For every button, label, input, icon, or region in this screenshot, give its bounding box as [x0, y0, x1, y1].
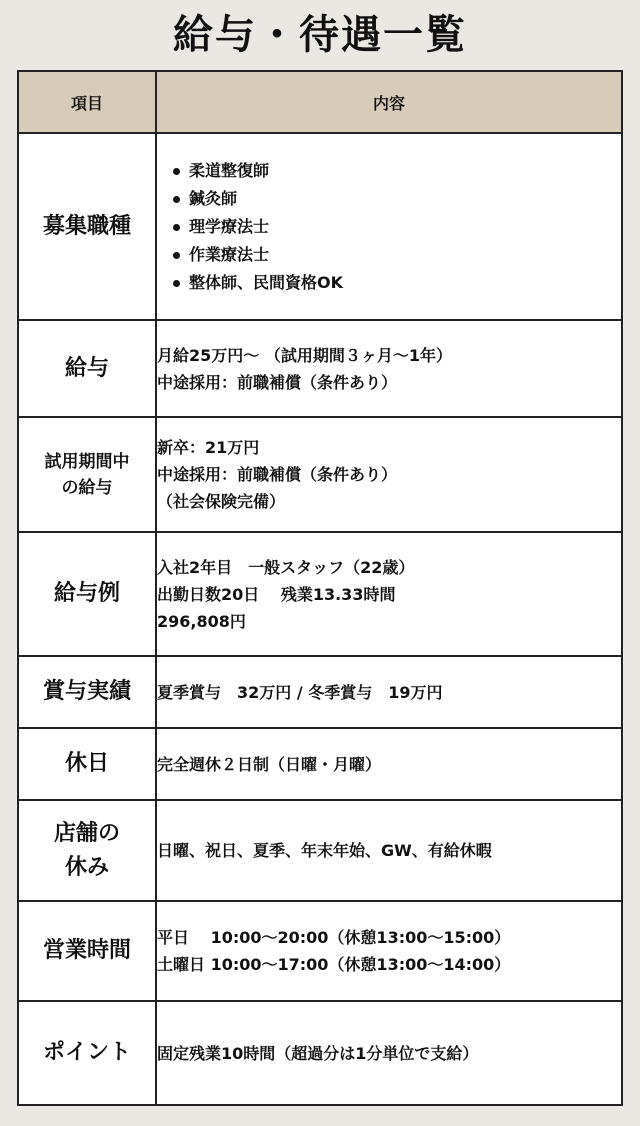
table-row-job-types	[18, 133, 622, 320]
bullet-icon	[173, 280, 180, 287]
content-line: 中途採用：前職補償（条件あり）	[157, 372, 398, 392]
content-line: 入社2年目 一般スタッフ（22歳）	[157, 557, 415, 577]
row-content	[156, 133, 622, 320]
row-label: 営業時間	[18, 901, 156, 1001]
content-line: 296,808円	[157, 611, 246, 631]
row-content	[156, 532, 622, 656]
benefits-table	[17, 70, 623, 1106]
content-line: （社会保険完備）	[157, 492, 286, 511]
row-label: 給与例	[18, 532, 156, 656]
bullet-icon	[173, 224, 180, 231]
table-row-holidays	[18, 728, 622, 800]
row-label-line: 休み	[64, 854, 109, 880]
table-row-salary-example	[18, 532, 622, 656]
row-label-line: の給与	[61, 477, 113, 498]
row-label: 給与	[18, 320, 156, 417]
list-item: 柔道整復師	[173, 157, 621, 185]
list-item: 理学療法士	[173, 213, 621, 241]
row-content	[156, 1001, 622, 1105]
row-content	[156, 901, 622, 1001]
table-row-store-closed	[18, 800, 622, 901]
row-label-line: 店舗の	[53, 820, 120, 846]
page-title: 給与・待遇一覧	[173, 12, 467, 58]
row-label: ポイント	[18, 1001, 156, 1105]
bullet-icon	[173, 168, 180, 175]
content-line: 中途採用：前職補償（条件あり）	[157, 465, 398, 484]
row-label: 募集職種	[18, 133, 156, 320]
content-line: 月給25万円〜 （試用期間３ヶ月〜1年）	[157, 345, 452, 365]
table-row-trial-salary	[18, 417, 622, 532]
row-content	[156, 417, 622, 532]
row-label: 休日	[18, 728, 156, 800]
table-row-business-hours	[18, 901, 622, 1001]
row-content	[156, 320, 622, 417]
row-label	[18, 417, 156, 532]
row-label-line: 試用期間中	[44, 451, 130, 472]
row-label	[18, 800, 156, 901]
row-label: 賞与実績	[18, 656, 156, 728]
header-content: 内容	[156, 71, 622, 133]
list-item: 鍼灸師	[173, 185, 621, 213]
header-item: 項目	[18, 71, 156, 133]
bullet-icon	[173, 252, 180, 259]
table-row-salary	[18, 320, 622, 417]
row-content	[156, 800, 622, 901]
content-line: 固定残業10時間（超過分は1分単位で支給）	[157, 1043, 479, 1063]
job-list	[157, 157, 621, 297]
row-content	[156, 656, 622, 728]
content-line: 夏季賞与 32万円 / 冬季賞与 19万円	[157, 682, 443, 702]
row-content	[156, 728, 622, 800]
table-header-row	[18, 71, 622, 133]
content-line: 日曜、祝日、夏季、年末年始、GW、有給休暇	[157, 841, 492, 860]
content-line: 平日 10:00〜20:00（休憩13:00〜15:00）	[157, 928, 511, 947]
content-line: 出勤日数20日 残業13.33時間	[157, 584, 396, 604]
list-item: 作業療法士	[173, 241, 621, 269]
content-line: 土曜日 10:00〜17:00（休憩13:00〜14:00）	[157, 955, 511, 974]
bullet-icon	[173, 196, 180, 203]
content-line: 新卒：21万円	[157, 438, 260, 457]
content-line: 完全週休２日制（日曜・月曜）	[157, 754, 382, 774]
table-row-point	[18, 1001, 622, 1105]
table-row-bonus	[18, 656, 622, 728]
list-item: 整体師、民間資格OK	[173, 269, 621, 297]
